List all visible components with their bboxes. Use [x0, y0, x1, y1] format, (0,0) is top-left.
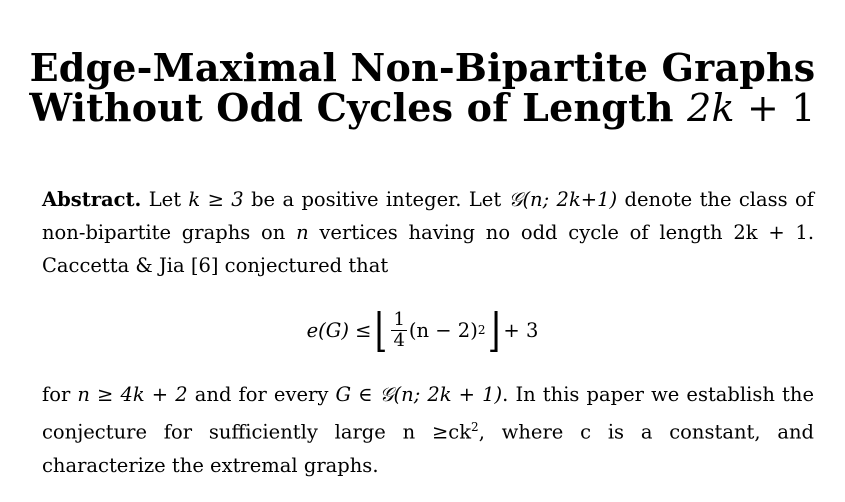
formula-rhs: + 3: [503, 318, 539, 342]
para2-exponent: 2: [471, 420, 479, 434]
formula-lhs: e(G) ≤: [306, 318, 372, 342]
para2-text-3: . In this paper we establish the conjecture for sufficiently large n ≥ck: [42, 383, 814, 444]
fraction-denominator: 4: [393, 329, 405, 351]
abstract-n-var: n: [296, 221, 309, 244]
para2-cond-1: n ≥ 4k + 2: [77, 383, 188, 406]
display-formula: [0, 295, 845, 365]
fraction-numerator: 1: [393, 308, 405, 330]
title-line-1: Edge-Maximal Non-Bipartite Graphs: [29, 45, 816, 90]
abstract-text-1: Let: [148, 188, 189, 211]
abstract-length: 2k + 1: [733, 221, 808, 244]
para2-text-4: , where c is a constant, and characterize the extremal graphs.: [42, 420, 814, 477]
para2-text-1: for: [42, 383, 78, 406]
formula-inner: (n − 2): [408, 318, 478, 342]
abstract-class-notation: 𝒢(n; 2k+1): [508, 188, 618, 211]
title-math-rest: + 1: [734, 86, 816, 130]
abstract-k-condition: k ≥ 3: [188, 188, 244, 211]
fraction: [391, 310, 406, 351]
para2-text-2: and for every: [187, 383, 336, 406]
title-line-2-text: Without Odd Cycles of Length: [29, 85, 688, 130]
abstract-text-2: be a positive integer. Let: [243, 188, 509, 211]
abstract-paragraph: [42, 183, 814, 282]
paper-title: [0, 45, 845, 130]
abstract-paragraph-2: [42, 378, 814, 482]
title-line-2: [0, 85, 845, 130]
para2-cond-2: G ∈ 𝒢(n; 2k + 1): [335, 383, 503, 406]
right-floor-bracket: ⌋: [488, 303, 501, 357]
abstract-text-5: . Caccetta & Jia [6] conjectured that: [42, 221, 815, 277]
formula-exponent: 2: [477, 323, 486, 337]
floor-expression: [372, 303, 504, 357]
left-floor-bracket: ⌊: [374, 303, 387, 357]
abstract-label: Abstract.: [42, 188, 142, 211]
abstract-text-4: vertices having no odd cycle of length: [308, 221, 734, 244]
abstract-text-3: denote the class of non-bipartite graphs on: [42, 188, 814, 244]
title-math-k: 2k: [687, 86, 735, 130]
